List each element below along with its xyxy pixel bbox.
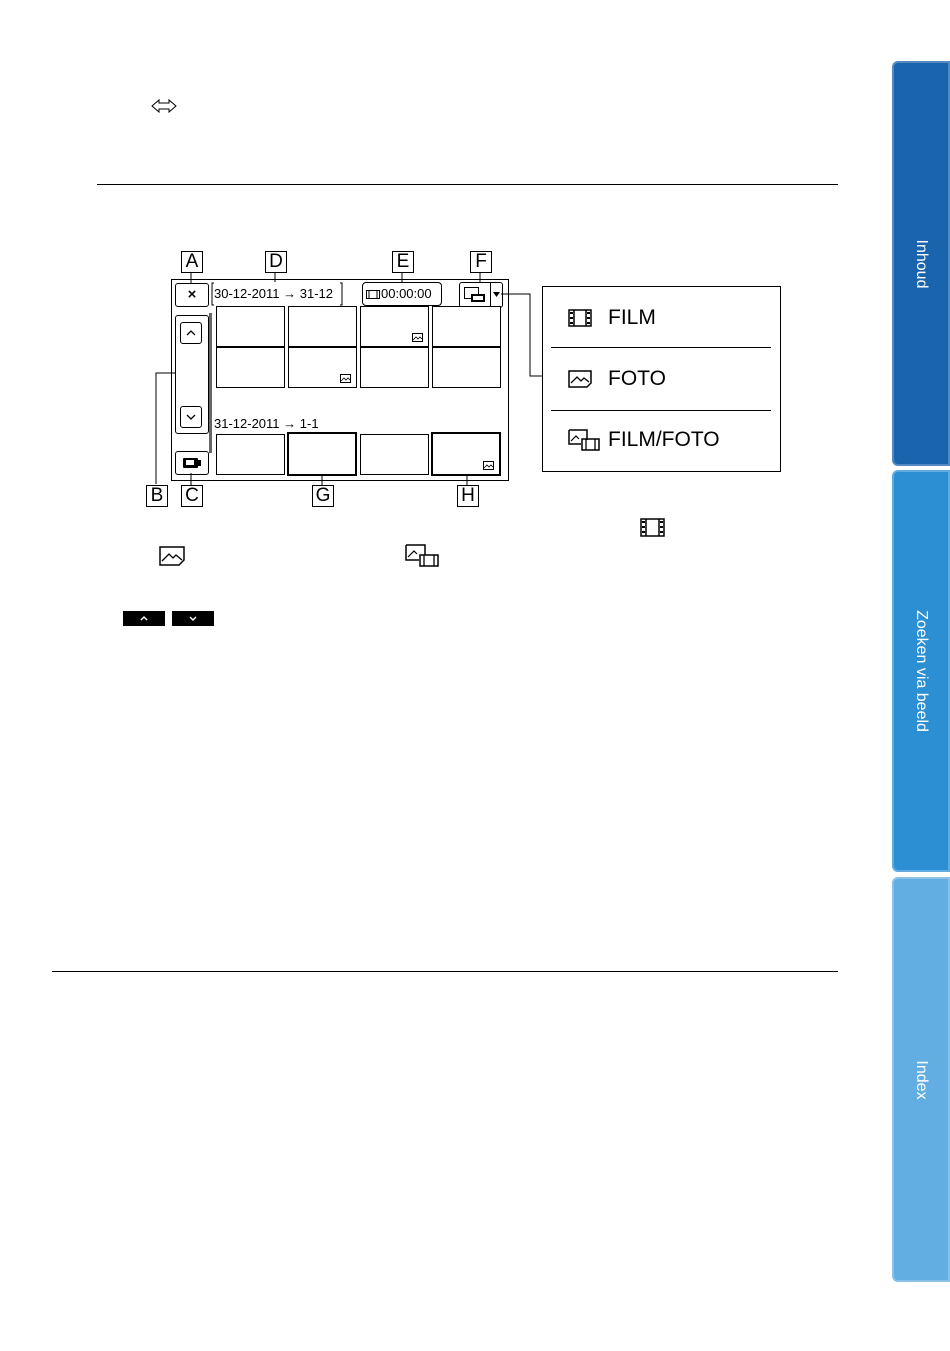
- callout-e: E: [392, 251, 414, 273]
- callout-f: F: [470, 251, 492, 273]
- callout-c: C: [181, 485, 203, 507]
- date-range-label: 30-12-2011 → 31-12: [214, 286, 334, 301]
- menu-label-film: FILM: [608, 306, 656, 329]
- timecode: 00:00:00: [381, 286, 432, 301]
- menu-label-film-photo: FILM/FOTO: [608, 428, 720, 451]
- menu-item-film[interactable]: [551, 287, 771, 349]
- tab-label: Zoeken via beeld: [913, 610, 930, 732]
- callout-b: B: [146, 485, 168, 507]
- tab-zoeken-via-beeld[interactable]: [892, 470, 950, 872]
- tab-index[interactable]: [892, 877, 950, 1282]
- tab-inhoud[interactable]: [892, 61, 950, 466]
- tab-label: Inhoud: [913, 239, 930, 288]
- film-icon: [640, 518, 665, 537]
- photo-icon: [159, 546, 185, 566]
- menu-item-photo[interactable]: [551, 348, 771, 410]
- callout-d: D: [265, 251, 287, 273]
- view-mode-menu: [542, 286, 781, 472]
- photo-icon: [568, 370, 592, 388]
- tab-label: Index: [913, 1059, 930, 1100]
- callout-a: A: [181, 251, 203, 273]
- film-icon: [568, 309, 592, 327]
- menu-label-photo: FOTO: [608, 367, 666, 390]
- chevron-up-icon: [139, 615, 149, 622]
- film-photo-icon: [568, 429, 600, 451]
- callout-h: H: [457, 485, 479, 507]
- chevron-down-icon: [188, 615, 198, 622]
- date-range-label-2: 31-12-2011 → 1-1: [214, 416, 319, 431]
- callout-g: G: [312, 485, 334, 507]
- film-photo-icon: [405, 544, 439, 567]
- bottom-divider: [52, 971, 838, 972]
- scroll-up-button[interactable]: [123, 611, 165, 626]
- scroll-down-button[interactable]: [172, 611, 214, 626]
- menu-item-film-photo[interactable]: [551, 409, 771, 471]
- close-icon: ×: [187, 286, 197, 303]
